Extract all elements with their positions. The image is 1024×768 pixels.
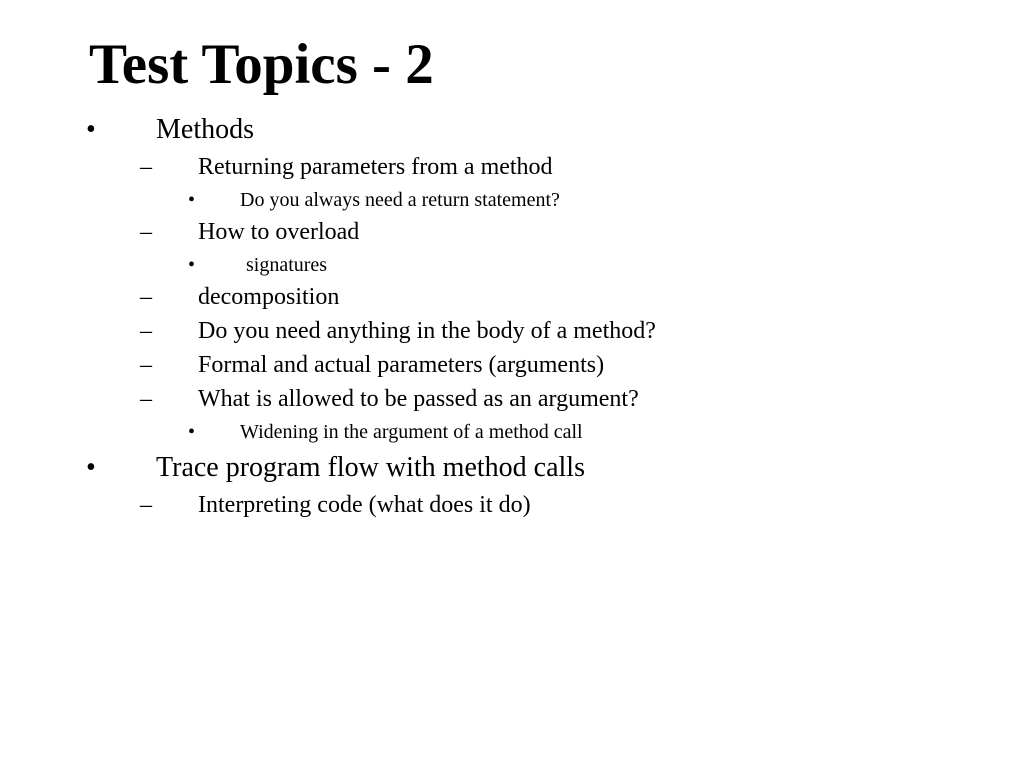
slide-title: Test Topics - 2 (89, 33, 434, 96)
outline-item-text: Interpreting code (what does it do) (198, 492, 531, 518)
dash-marker: – (140, 386, 152, 412)
bullet-marker: • (188, 254, 196, 276)
outline-item-text: What is allowed to be passed as an argument? (198, 386, 639, 412)
outline-item-text: Trace program flow with method calls (156, 452, 585, 483)
dash-marker: – (140, 352, 152, 378)
outline-item-text: Formal and actual parameters (arguments) (198, 352, 605, 378)
bullet-marker: • (86, 452, 96, 483)
dash-marker: – (140, 318, 152, 344)
bullet-marker: • (188, 189, 196, 211)
outline-item-text: Do you always need a return statement? (240, 189, 560, 211)
dash-marker: – (140, 154, 152, 180)
outline-item-text: Returning parameters from a method (198, 154, 553, 180)
bullet-marker: • (188, 421, 196, 443)
outline-item-text: Widening in the argument of a method call (240, 421, 583, 443)
outline-item-text: Do you need anything in the body of a method? (198, 318, 656, 344)
dash-marker: – (140, 492, 152, 518)
outline-item-text: How to overload (198, 219, 360, 245)
outline-item-text: Methods (156, 114, 254, 145)
bullet-marker: • (86, 114, 96, 145)
outline-item-text: signatures (246, 254, 328, 276)
dash-marker: – (140, 284, 152, 310)
dash-marker: – (140, 219, 152, 245)
outline-item-text: decomposition (198, 284, 340, 310)
